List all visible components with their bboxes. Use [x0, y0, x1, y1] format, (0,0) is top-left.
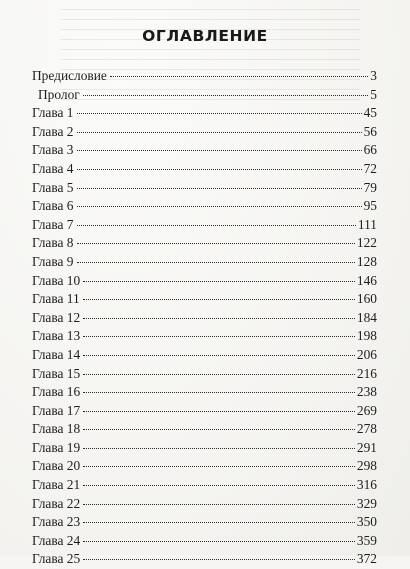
toc-entry-page: 160: [356, 291, 377, 307]
toc-entry-label: Глава 13: [32, 328, 81, 344]
toc-entry-label: Глава 23: [32, 514, 81, 530]
toc-entry-page: 79: [363, 179, 377, 195]
dot-leader: [83, 466, 355, 467]
toc-entry-label: Глава 8: [32, 235, 74, 251]
toc-entry-label: Глава 25: [32, 551, 81, 567]
toc-entry-chapter-15: [32, 365, 377, 384]
toc-entry-page: 3: [370, 68, 377, 83]
toc-entry-chapter-8: [32, 234, 377, 253]
table-of-contents: [32, 67, 377, 569]
toc-entry-page: 56: [363, 123, 377, 139]
toc-entry-chapter-11: [32, 290, 377, 309]
toc-entry-label: Глава 6: [32, 198, 74, 214]
dot-leader: [83, 448, 355, 449]
toc-entry-label: Глава 14: [32, 346, 81, 362]
dot-leader: [83, 522, 355, 523]
dot-leader: [83, 559, 355, 560]
toc-entry-chapter-20: [32, 457, 377, 476]
toc-entry-label: Глава 4: [32, 160, 74, 176]
toc-entry-chapter-5: [32, 179, 377, 198]
toc-entry-label: Пролог: [38, 86, 80, 102]
toc-entry-page: 359: [356, 532, 377, 548]
toc-entry-page: 298: [356, 458, 377, 474]
toc-entry-label: Глава 19: [32, 439, 81, 455]
toc-entry-label: Глава 7: [32, 216, 74, 232]
toc-entry-label: Глава 5: [32, 179, 74, 195]
toc-entry-label: Глава 3: [32, 142, 74, 158]
toc-entry-page: 128: [356, 253, 377, 269]
toc-entry-page: 198: [356, 328, 377, 344]
toc-entry-chapter-25: [32, 550, 377, 569]
dot-leader: [83, 541, 355, 542]
dot-leader: [77, 132, 362, 133]
toc-entry-page: 278: [356, 421, 377, 437]
toc-entry-label: Глава 20: [32, 458, 81, 474]
toc-entry-page: 111: [357, 216, 377, 232]
dot-leader: [83, 429, 355, 430]
toc-entry-label: Глава 24: [32, 532, 81, 548]
toc-entry-chapter-24: [32, 532, 377, 551]
dot-leader: [83, 504, 355, 505]
dot-leader: [83, 95, 369, 96]
toc-entry-chapter-19: [32, 439, 377, 458]
toc-entry-label: Глава 1: [32, 105, 74, 121]
toc-entry-chapter-7: [32, 216, 377, 235]
dot-leader: [83, 355, 355, 356]
toc-entry-label: Глава 16: [32, 384, 81, 400]
toc-entry-page: 122: [356, 235, 377, 251]
toc-entry-label: Глава 9: [32, 253, 74, 269]
toc-entry-page: 316: [356, 477, 377, 493]
toc-entry-chapter-16: [32, 383, 377, 402]
dot-leader: [83, 485, 355, 486]
toc-entry-page: 206: [356, 346, 377, 362]
toc-entry-chapter-18: [32, 420, 377, 439]
dot-leader: [83, 281, 355, 282]
toc-entry-page: 184: [356, 309, 377, 325]
dot-leader: [77, 188, 362, 189]
toc-entry-label: Предисловие: [32, 68, 107, 83]
toc-entry-label: Глава 18: [32, 421, 81, 437]
toc-entry-preface: [32, 67, 377, 86]
dot-leader: [110, 76, 368, 77]
toc-entry-page: 350: [356, 514, 377, 530]
dot-leader: [83, 411, 355, 412]
dot-leader: [83, 299, 355, 300]
toc-entry-chapter-23: [32, 513, 377, 532]
toc-entry-page: 269: [356, 402, 377, 418]
dot-leader: [83, 318, 355, 319]
toc-entry-chapter-1: [32, 104, 377, 123]
toc-entry-label: Глава 11: [32, 291, 80, 307]
toc-entry-chapter-17: [32, 402, 377, 421]
dot-leader: [83, 336, 355, 337]
toc-entry-label: Глава 12: [32, 309, 81, 325]
toc-entry-chapter-12: [32, 309, 377, 328]
toc-entry-page: 66: [363, 142, 377, 158]
dot-leader: [77, 113, 362, 114]
toc-entry-label: Глава 15: [32, 365, 81, 381]
toc-entry-page: 291: [356, 439, 377, 455]
toc-entry-label: Глава 17: [32, 402, 81, 418]
dot-leader: [77, 206, 362, 207]
dot-leader: [77, 150, 362, 151]
toc-entry-page: 5: [370, 86, 377, 102]
toc-entry-prologue: [32, 86, 377, 105]
toc-entry-chapter-6: [32, 197, 377, 216]
toc-entry-page: 72: [363, 160, 377, 176]
toc-entry-page: 45: [363, 105, 377, 121]
toc-entry-chapter-13: [32, 327, 377, 346]
toc-entry-page: 329: [356, 495, 377, 511]
dot-leader: [83, 374, 355, 375]
dot-leader: [77, 225, 356, 226]
toc-entry-chapter-21: [32, 476, 377, 495]
toc-entry-chapter-10: [32, 272, 377, 291]
toc-entry-chapter-4: [32, 160, 377, 179]
dot-leader: [77, 169, 362, 170]
toc-entry-label: Глава 22: [32, 495, 81, 511]
toc-entry-page: 372: [356, 551, 377, 567]
dot-leader: [77, 243, 355, 244]
page-title: ОГЛАВЛЕНИЕ: [142, 27, 268, 45]
toc-entry-chapter-2: [32, 123, 377, 142]
toc-entry-page: 146: [356, 272, 377, 288]
toc-entry-page: 238: [356, 384, 377, 400]
toc-entry-label: Глава 10: [32, 272, 81, 288]
toc-entry-chapter-9: [32, 253, 377, 272]
toc-entry-page: 216: [356, 365, 377, 381]
toc-entry-chapter-14: [32, 346, 377, 365]
toc-entry-page: 95: [363, 198, 377, 214]
toc-entry-label: Глава 21: [32, 477, 81, 493]
toc-entry-chapter-22: [32, 495, 377, 514]
toc-entry-chapter-3: [32, 141, 377, 160]
toc-entry-label: Глава 2: [32, 123, 74, 139]
dot-leader: [77, 262, 355, 263]
dot-leader: [83, 392, 355, 393]
